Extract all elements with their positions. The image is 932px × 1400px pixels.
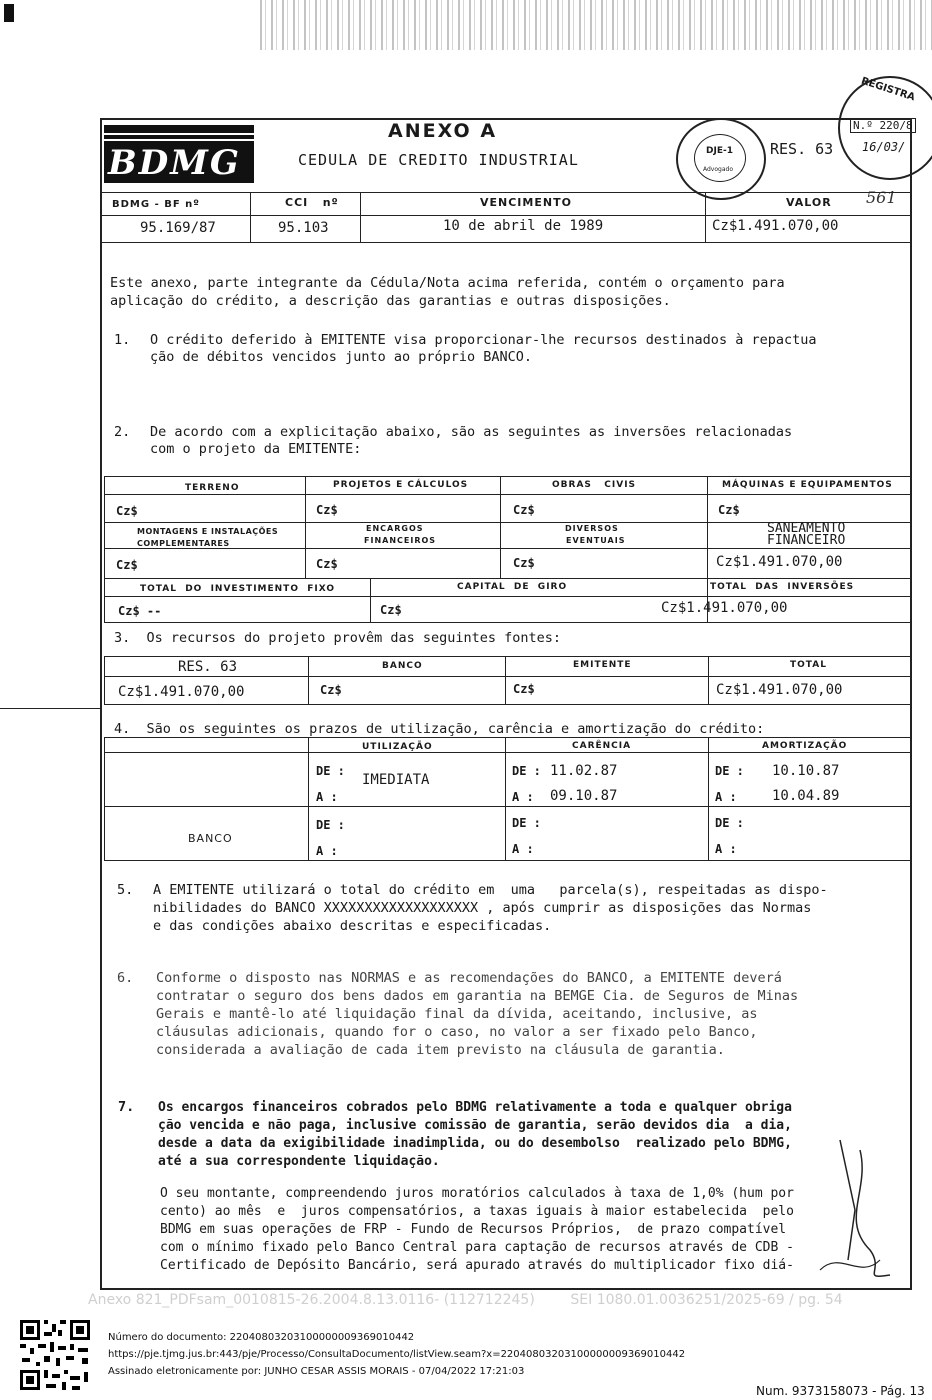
item7-line-2: ção vencida e não paga, inclusive comissão de garantia, serão devidos dia a dia, [158, 1118, 792, 1133]
banco-amo-de: DE : [715, 816, 744, 830]
item5-line-3: e das condições abaixo descritas e especificadas. [153, 918, 552, 934]
item6-line-4: cláusulas adicionais, quando for o caso, no valor a ser fixado pelo Banco, [156, 1024, 758, 1040]
doc-url[interactable]: https://pje.tjmg.jus.br:443/pje/Processo/ConsultaDocumento/listView.seam?x=22040803203100000009369010442 [108, 1349, 686, 1360]
item7-p2-line-5: Certificado de Depósito Bancário, será apurado através do multiplicador fixo diá- [160, 1258, 794, 1273]
item7-line-1: Os encargos financeiros cobrados pelo BDMG relativamente a toda e qualquer obriga [158, 1100, 792, 1115]
intro-line-1: Este anexo, parte integrante da Cédula/Nota acima referida, contém o orçamento para [110, 275, 785, 291]
item7-num: 7. [118, 1099, 135, 1115]
cci-value: 95.103 [278, 220, 329, 236]
bdmg-logo [104, 125, 254, 183]
inv-terreno-value: Cz$ [116, 504, 138, 518]
item5-line-2: nibilidades do BANCO XXXXXXXXXXXXXXXXXXX , após cumprir as disposições das Normas [153, 900, 812, 916]
item6-line-5: considerada a avaliação de cada item previsto na cláusula de garantia. [156, 1042, 725, 1058]
item6-line-1: Conforme o disposto nas NORMAS e as recomendações do BANCO, a EMITENTE deverá [156, 970, 782, 986]
item2-num: 2. [114, 424, 131, 440]
page-number: Num. 9373158073 - Pág. 13 [756, 1384, 925, 1398]
amo-a-label: A : [715, 790, 737, 804]
item6-line-2: contratar o seguro dos bens dados em garantia na BEMGE Cia. de Seguros de Minas [156, 988, 799, 1004]
item2-line-2: com o projeto da EMITENTE: [150, 441, 362, 457]
watermark: Anexo 821_PDFsam_0010815-26.2004.8.13.0116- (112712245) SEI 1080.01.0036251/2025-69 / pg. 54 [88, 1292, 843, 1308]
car-a-value: 09.10.87 [550, 788, 618, 804]
inv-saneamento-2: FINANCEIRO [767, 533, 846, 545]
item3-text: 3. Os recursos do projeto provêm das seguintes fontes: [114, 630, 562, 646]
banco-amo-a: A : [715, 842, 737, 856]
item3-res: RES. 63 [178, 659, 238, 675]
stamp-left-text: DJE-1 [706, 146, 733, 156]
item6-num: 6. [117, 970, 134, 986]
logo-text: BDMG [108, 143, 241, 183]
inv-maquinas-value: Cz$ [718, 503, 740, 517]
item3-emitente: EMITENTE [573, 660, 632, 670]
inv-diversos-value: Cz$ [513, 556, 535, 570]
inv-total-fixo: TOTAL DO INVESTIMENTO FIXO [140, 584, 336, 594]
signed-by: Assinado eletronicamente por: JUNHO CESAR ASSIS MORAIS - 07/04/2022 17:21:03 [108, 1366, 525, 1377]
inv-diversos: DIVERSOS [565, 524, 619, 533]
car-a-label: A : [512, 790, 534, 804]
stamp-left-sub: Advogado [703, 166, 733, 173]
car-de-label: DE : [512, 764, 541, 778]
item3-res-value: Cz$1.491.070,00 [118, 684, 245, 700]
registry-stamp [838, 76, 932, 180]
qr-code [18, 1318, 92, 1392]
doc-number: Número do documento: 22040803203100000009369010442 [108, 1332, 415, 1343]
item7-line-4: até a sua correspondente liquidação. [158, 1154, 440, 1169]
item5-line-1: A EMITENTE utilizará o total do crédito em uma parcela(s), respeitadas as dispo- [153, 882, 828, 898]
banco-car-a: A : [512, 842, 534, 856]
stamp-right-date: 16/03/ [862, 140, 906, 154]
item6-line-3: Gerais e mantê-lo até liquidação final da dívida, aceitando, inclusive, as [156, 1006, 758, 1022]
item4-utilizacao: UTILIZAÇÃO [362, 742, 433, 752]
stamp-right-num: N.º 220/8 [850, 118, 916, 133]
banco-car-de: DE : [512, 816, 541, 830]
inv-capital-value: Cz$ [380, 603, 402, 617]
item3-total-value: Cz$1.491.070,00 [716, 682, 843, 698]
item2-line-1: De acordo com a explicitação abaixo, são as seguintes as inversões relacionadas [150, 424, 793, 440]
scan-noise-top [260, 0, 932, 50]
inv-encargos-value: Cz$ [316, 557, 338, 571]
venc-value: 10 de abril de 1989 [443, 218, 604, 234]
inv-saneamento: SANEAMENTO [767, 521, 846, 536]
inv-obras-value: Cz$ [513, 503, 535, 517]
lawyer-stamp [676, 118, 766, 200]
inv-encargos: ENCARGOS [366, 524, 424, 533]
inv-montagens-2: COMPLEMENTARES [137, 539, 230, 548]
inv-terreno: TERRENO [185, 483, 240, 493]
res-ref: RES. 63 [770, 140, 834, 158]
item3-emitente-value: Cz$ [513, 682, 535, 696]
inv-projetos-value: Cz$ [316, 503, 338, 517]
cci-label: CCI nº [285, 196, 339, 209]
item7-p2-line-2: cento) ao mês e juros compensatórios, a taxas iguais à maior estabelecida pelo [160, 1204, 794, 1219]
inv-capital: CAPITAL DE GIRO [457, 582, 568, 592]
item3-banco: BANCO [382, 661, 423, 671]
stamp-right-top: REGISTRA [859, 75, 917, 104]
inv-diversos-2: EVENTUAIS [566, 536, 626, 545]
valor-label: VALOR [786, 196, 832, 209]
inv-montagens-value: Cz$ [116, 558, 138, 572]
item5-num: 5. [117, 882, 134, 898]
item4-carencia: CARÊNCIA [572, 741, 632, 751]
corner-mark [4, 4, 14, 22]
cedula-title: CEDULA DE CREDITO INDUSTRIAL [298, 151, 579, 169]
bf-value: 95.169/87 [140, 220, 216, 236]
item3-banco-value: Cz$ [320, 683, 342, 697]
item7-p2-line-3: BDMG em suas operações de FRP - Fundo de Recursos Próprios, de prazo compatível [160, 1222, 787, 1237]
item7-line-3: desde a data da exigibilidade inadimplida, ou do desembolso realizado pelo BDMG, [158, 1136, 792, 1151]
item1-num: 1. [114, 332, 131, 348]
inv-total-fixo-value: Cz$ -- [118, 604, 162, 618]
banco-util-de: DE : [316, 818, 345, 832]
bf-label: BDMG - BF nº [112, 199, 200, 210]
inv-projetos: PROJETOS E CÁLCULOS [333, 480, 469, 490]
amo-a-value: 10.04.89 [772, 788, 840, 804]
item7-p2-line-4: com o mínimo fixado pelo Banco Central para captação de recursos através de CDB - [160, 1240, 794, 1255]
margin-number: 561 [866, 188, 897, 207]
inv-total-inv-value: Cz$1.491.070,00 [661, 600, 788, 616]
inv-total-inv: TOTAL DAS INVERSÕES [710, 582, 855, 592]
inv-encargos-2: FINANCEIROS [364, 536, 437, 545]
amo-de-value: 10.10.87 [772, 763, 840, 779]
item3-total: TOTAL [790, 660, 827, 670]
item1-line-1: O crédito deferido à EMITENTE visa proporcionar-lhe recursos destinados à repactua [150, 332, 817, 348]
inv-saneamento-value: Cz$1.491.070,00 [716, 554, 843, 570]
inv-montagens: MONTAGENS E INSTALAÇÕES [137, 527, 279, 536]
signature [800, 1130, 920, 1290]
item4-banco: BANCO [188, 832, 233, 845]
item4-amortizacao: AMORTIZAÇÃO [762, 741, 848, 751]
car-de-value: 11.02.87 [550, 763, 618, 779]
valor-value: Cz$1.491.070,00 [712, 218, 839, 234]
annex-title: ANEXO A [388, 120, 498, 142]
util-a-label: A : [316, 790, 338, 804]
intro-line-2: aplicação do crédito, a descrição das garantias e outras disposições. [110, 293, 671, 309]
amo-de-label: DE : [715, 764, 744, 778]
item1-line-2: ção de débitos vencidos junto ao próprio BANCO. [150, 349, 533, 365]
util-imediata: IMEDIATA [362, 772, 430, 788]
item7-p2-line-1: O seu montante, compreendendo juros moratórios calculados à taxa de 1,0% (hum por [160, 1186, 794, 1201]
inv-maquinas: MÁQUINAS E EQUIPAMENTOS [722, 480, 893, 490]
banco-util-a: A : [316, 844, 338, 858]
inv-obras: OBRAS CIVIS [552, 480, 637, 490]
item4-text: 4. São os seguintes os prazos de utilização, carência e amortização do crédito: [114, 721, 765, 737]
venc-label: VENCIMENTO [480, 196, 572, 209]
util-de-label: DE : [316, 764, 345, 778]
